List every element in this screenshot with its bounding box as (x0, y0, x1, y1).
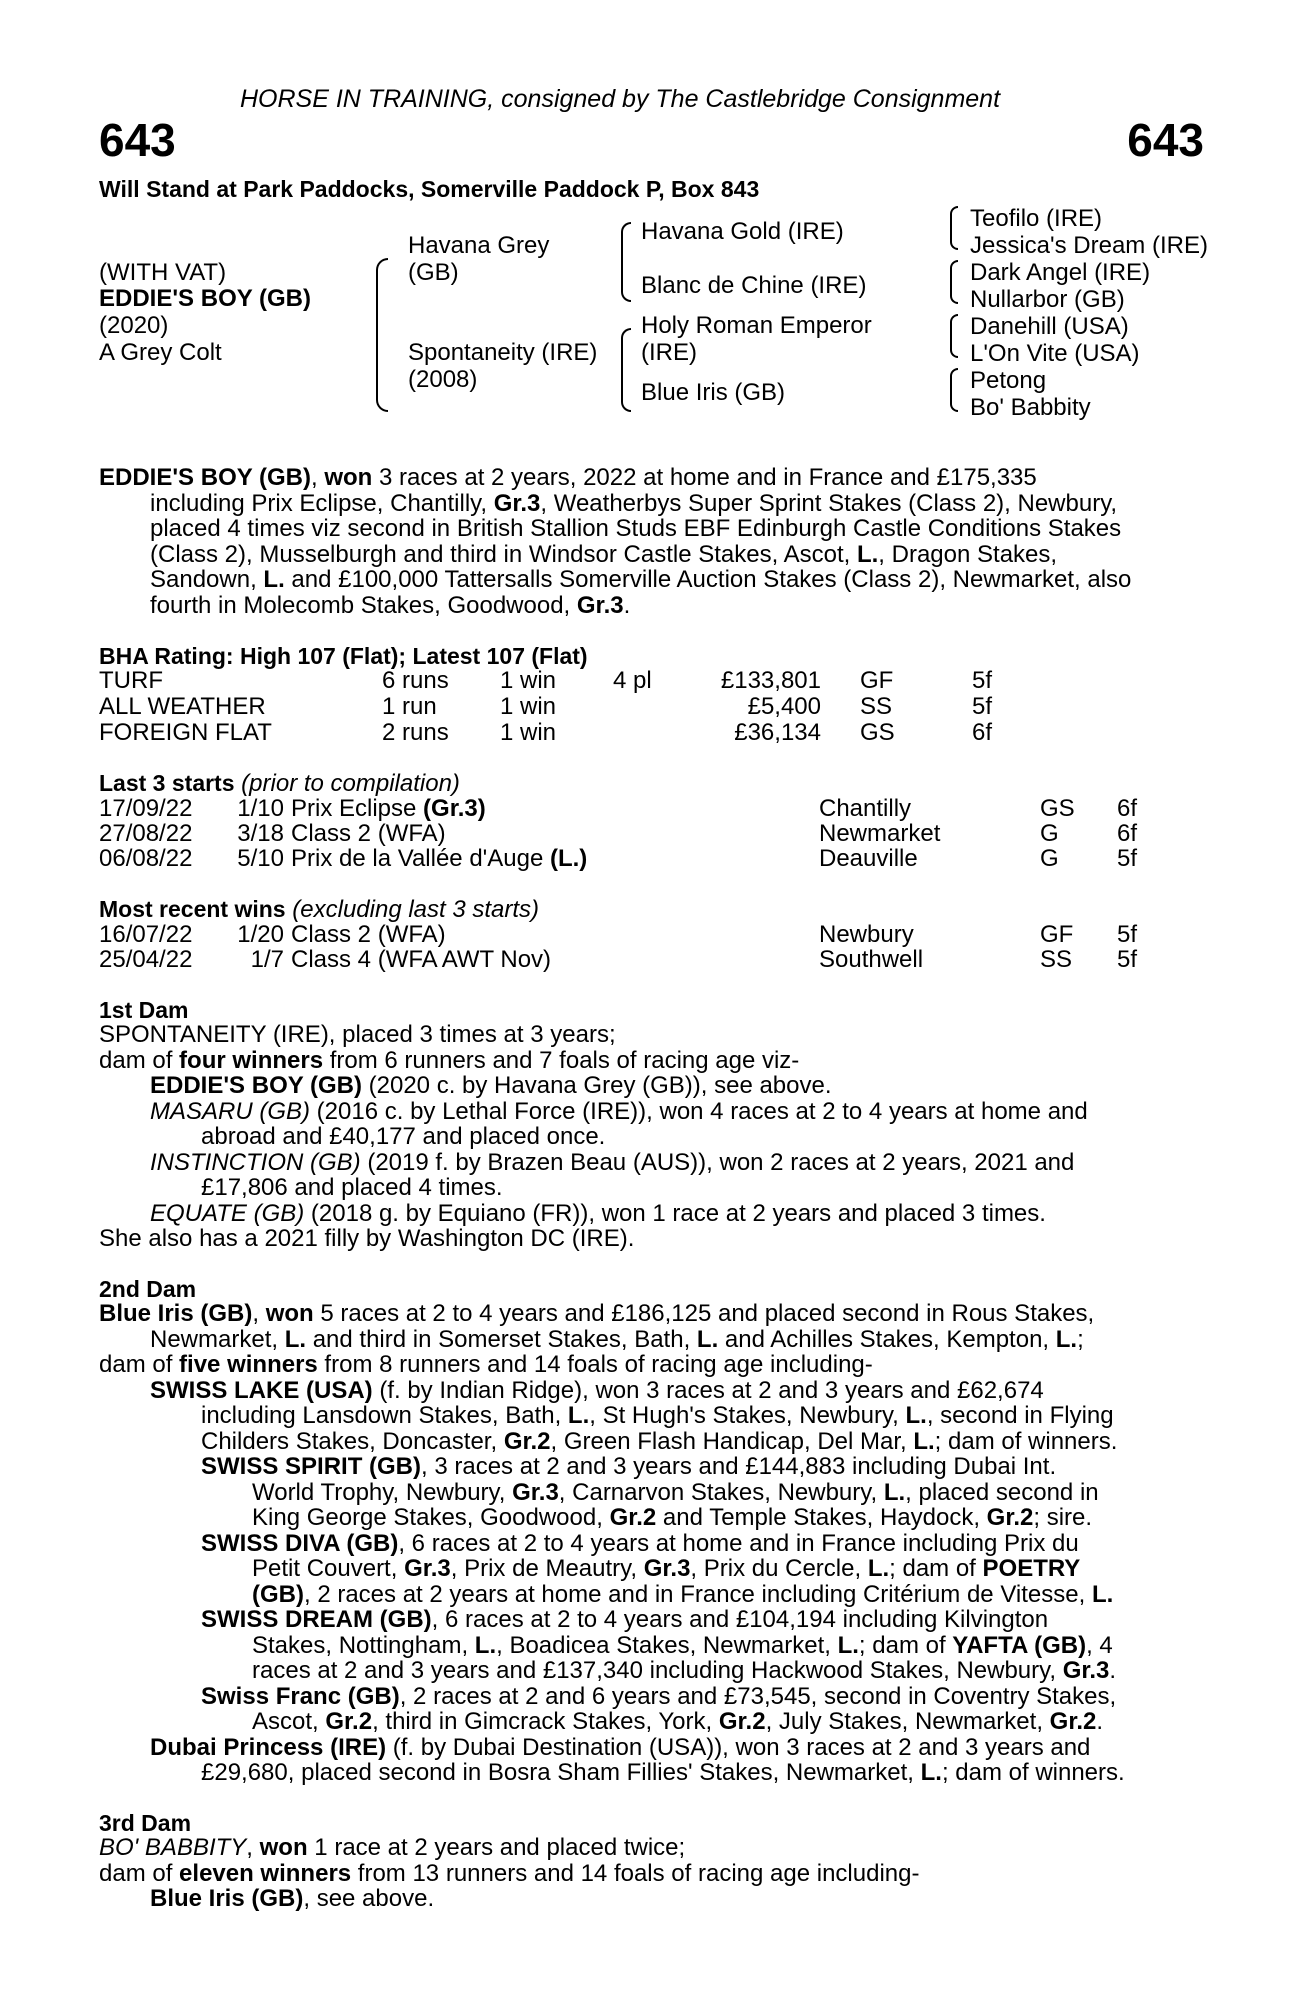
brace-sire (621, 222, 631, 302)
progeny-name: Swiss Franc (GB) (201, 1682, 400, 1710)
dam1-text: from 6 runners and 7 foals of racing age viz- (323, 1046, 800, 1074)
start-grade: (L.) (549, 845, 588, 872)
dam3-won: won (259, 1834, 308, 1861)
progeny-text: (2020 c. by Havana Grey (GB)), see above. (361, 1072, 832, 1099)
brace-main (376, 258, 388, 412)
dam-year: (2008) (408, 366, 478, 393)
grade: Gr.2 (986, 1504, 1034, 1531)
dam1-heading: 1st Dam (99, 997, 189, 1023)
start-going: G (1040, 820, 1059, 847)
progeny-text: £17,806 and placed 4 times. (201, 1174, 503, 1201)
text: 5 races at 2 to 4 years and £186,125 and placed second in Rous Stakes, (313, 1300, 1095, 1327)
grade: Gr.2 (325, 1708, 373, 1735)
row-distance: 5f (972, 693, 993, 720)
dam3-heading: 3rd Dam (99, 1810, 192, 1836)
brace-dam (621, 328, 631, 412)
progeny-name: SWISS LAKE (USA) (150, 1376, 373, 1404)
sire-dam: Blanc de Chine (IRE) (641, 272, 867, 299)
row-going: SS (860, 693, 893, 720)
start-race: Prix de la Vallée d'Auge (291, 845, 550, 872)
text: . (1109, 1657, 1117, 1684)
row-distance: 5f (972, 667, 993, 694)
gg-6: L'On Vite (USA) (970, 340, 1140, 367)
recent-heading (99, 896, 539, 923)
text: (f. by Dubai Destination (USA)), won 3 races at 2 and 3 years and (386, 1733, 1091, 1761)
grade: L. (867, 1555, 890, 1582)
text: Stakes, Nottingham, (252, 1631, 475, 1659)
dam2-winners: five winners (179, 1351, 318, 1378)
text: , see above. (303, 1885, 435, 1912)
text: Childers Stakes, Doncaster, (201, 1427, 504, 1455)
text: . (1096, 1708, 1104, 1735)
text: ; dam of (889, 1555, 983, 1582)
summary-won: won (324, 464, 373, 491)
grade: Gr.3 (576, 591, 624, 619)
progeny-name: Dubai Princess (IRE) (150, 1733, 387, 1761)
text: £29,680, placed second in Bosra Sham Fillies' Stakes, Newmarket, (201, 1759, 921, 1786)
horse-name: EDDIE'S BOY (GB) (99, 285, 311, 312)
row-placed: 4 pl (613, 667, 652, 694)
progeny-name: EDDIE'S BOY (GB) (150, 1072, 362, 1099)
progeny-name: SWISS SPIRIT (GB) (201, 1453, 422, 1480)
grade: L. (1091, 1580, 1114, 1608)
text: ; dam of winners. (941, 1759, 1125, 1786)
text: Newmarket, (150, 1325, 285, 1353)
start-date: 17/09/22 (99, 795, 193, 822)
gg-3: Dark Angel (IRE) (970, 259, 1151, 286)
progeny-name: YAFTA (GB) (952, 1631, 1087, 1659)
text: including Lansdown Stakes, Bath, (201, 1402, 568, 1429)
brace-g2 (950, 260, 958, 304)
start-position: 1/10 (237, 795, 284, 822)
win-date: 16/07/22 (99, 921, 193, 948)
row-prize: £36,134 (734, 719, 821, 746)
text: , Green Flash Handicap, Del Mar, (550, 1427, 914, 1455)
text: and Achilles Stakes, Kempton, (718, 1325, 1056, 1353)
row-type: ALL WEATHER (99, 693, 266, 720)
grade: Gr.2 (503, 1427, 551, 1455)
win-distance: 5f (1117, 946, 1138, 973)
summary-text: and £100,000 Tattersalls Somerville Auction Stakes (Class 2), Newmarket, also (284, 566, 1132, 593)
text: , 4 (1086, 1631, 1113, 1659)
text: , Prix de Meautry, (450, 1555, 644, 1582)
summary-text: including Prix Eclipse, Chantilly, (150, 489, 494, 517)
gg-2: Jessica's Dream (IRE) (970, 232, 1208, 259)
text: Ascot, (252, 1708, 326, 1735)
text: 1 race at 2 years and placed twice; (307, 1834, 686, 1861)
start-course: Deauville (819, 845, 918, 872)
lot-number-left: 643 (99, 114, 176, 166)
grade: Gr.3 (512, 1478, 559, 1506)
start-position: 3/18 (237, 820, 284, 847)
dam2-name: Blue Iris (GB) (99, 1300, 253, 1327)
win-position: 1/7 (250, 946, 284, 973)
start-grade: (Gr.3) (423, 795, 486, 822)
page-title: HORSE IN TRAINING, consigned by The Castlebridge Consignment (240, 85, 1001, 113)
text: Petit Couvert, (252, 1555, 405, 1582)
dam2-section (99, 1301, 1202, 1786)
progeny-name: SWISS DIVA (GB) (201, 1529, 399, 1557)
gg-4: Nullarbor (GB) (970, 286, 1125, 313)
grade: L. (567, 1402, 590, 1429)
grade: Gr.2 (718, 1708, 766, 1735)
brace-g1 (950, 206, 958, 250)
win-going: SS (1040, 946, 1073, 973)
progeny-name: MASARU (GB) (150, 1097, 311, 1125)
summary-text: . (623, 591, 631, 619)
grade: Gr.3 (1062, 1657, 1110, 1684)
last3-heading (99, 770, 460, 797)
last3-note: (prior to compilation) (234, 770, 460, 797)
summary-text: , Weatherbys Super Sprint Stakes (Class 2), Newbury, (540, 489, 1118, 517)
text: , 2 races at 2 years at home and in France including Critérium de Vitesse, (303, 1580, 1092, 1608)
start-position: 5/10 (237, 845, 284, 872)
row-runs: 6 runs (382, 667, 449, 694)
gg-7: Petong (970, 367, 1047, 394)
horse-year: (2020) (99, 312, 169, 339)
start-distance: 5f (1117, 845, 1138, 872)
start-distance: 6f (1117, 795, 1138, 822)
recent-title: Most recent wins (99, 896, 286, 922)
text: from 13 runners and 14 foals of racing age including- (351, 1859, 920, 1887)
text: ; dam of (858, 1631, 953, 1659)
progeny-text: abroad and £40,177 and placed once. (201, 1123, 606, 1150)
row-prize: £5,400 (747, 693, 821, 720)
dam-dam: Blue Iris (GB) (641, 379, 786, 406)
text: , 2 races at 2 and 6 years and £73,545, second in Coventry Stakes, (399, 1682, 1117, 1710)
progeny-text: (2019 f. by Brazen Beau (AUS)), won 2 races at 2 years, 2021 and (360, 1148, 1075, 1176)
dam2-heading: 2nd Dam (99, 1276, 197, 1302)
row-going: GS (860, 719, 895, 746)
text: from 8 runners and 14 foals of racing age including- (317, 1351, 873, 1378)
summary-text: , (310, 464, 325, 491)
progeny-name: SWISS DREAM (GB) (201, 1606, 432, 1633)
grade: Gr.2 (1049, 1708, 1097, 1735)
text: , 3 races at 2 and 3 years and £144,883 including Dubai Int. (421, 1453, 1057, 1480)
win-race: Class 4 (WFA AWT Nov) (291, 946, 552, 973)
row-runs: 2 runs (382, 719, 449, 746)
text: , 6 races at 2 to 4 years and £104,194 including Kilvington (431, 1606, 1049, 1633)
progeny-text: (2016 c. by Lethal Force (IRE)), won 4 races at 2 to 4 years at home and (310, 1097, 1088, 1125)
text: World Trophy, Newbury, (252, 1478, 513, 1506)
text: races at 2 and 3 years and £137,340 including Hackwood Stakes, Newbury, (252, 1657, 1063, 1684)
text: , St Hugh's Stakes, Newbury, (589, 1402, 906, 1429)
win-course: Southwell (819, 946, 924, 973)
win-position: 1/20 (237, 921, 284, 948)
row-type: FOREIGN FLAT (99, 719, 272, 746)
grade: L. (883, 1478, 906, 1506)
race-summary (99, 465, 1202, 618)
rating-heading: BHA Rating: High 107 (Flat); Latest 107 (Flat) (99, 643, 588, 669)
text: , Boadicea Stakes, Newmarket, (496, 1631, 838, 1659)
dam1-winners: four winners (179, 1046, 324, 1074)
dam1-section (99, 1022, 1202, 1252)
start-going: GS (1040, 795, 1075, 822)
row-going: GF (860, 667, 894, 694)
progeny-name: POETRY (982, 1555, 1081, 1582)
row-wins: 1 win (500, 719, 557, 746)
text: , Carnarvon Stakes, Newbury, (558, 1478, 884, 1506)
progeny-name: EQUATE (GB) (150, 1199, 305, 1227)
stand-location: Will Stand at Park Paddocks, Somerville Paddock P, Box 843 (99, 176, 760, 202)
grade: L. (1055, 1325, 1078, 1353)
text: , (246, 1834, 260, 1861)
grade: L. (696, 1325, 719, 1353)
text: and Temple Stakes, Haydock, (656, 1504, 987, 1531)
row-runs: 1 run (382, 693, 437, 720)
text: , second in Flying (926, 1402, 1114, 1429)
sire-sire: Havana Gold (IRE) (641, 218, 844, 245)
dam1-footnote: She also has a 2021 filly by Washington DC (IRE). (99, 1225, 635, 1252)
text: , placed second in (905, 1478, 1099, 1506)
brace-g4 (950, 368, 958, 412)
progeny-name: Blue Iris (GB) (150, 1885, 304, 1912)
dam1-summary: SPONTANEITY (IRE), placed 3 times at 3 years; (99, 1021, 616, 1048)
dam1-text: dam of (99, 1046, 180, 1074)
progeny-text: (2018 g. by Equiano (FR)), won 1 race at 2 years and placed 3 times. (304, 1199, 1046, 1227)
grade: L. (856, 540, 879, 568)
grade: L. (263, 566, 285, 593)
text: ; (1077, 1325, 1084, 1353)
start-race: Prix Eclipse (291, 795, 424, 822)
dam3-section (99, 1835, 1202, 1912)
start-going: G (1040, 845, 1059, 872)
progeny-name: INSTINCTION (GB) (150, 1148, 361, 1176)
start-date: 27/08/22 (99, 820, 193, 847)
grade: L. (913, 1427, 935, 1455)
text: ; sire. (1033, 1504, 1093, 1531)
grade: L. (905, 1402, 927, 1429)
grade: Gr.3 (643, 1555, 691, 1582)
dam3-winners: eleven winners (179, 1859, 352, 1887)
win-date: 25/04/22 (99, 946, 193, 973)
grade: Gr.3 (493, 489, 541, 517)
grade: L. (474, 1631, 497, 1659)
win-distance: 5f (1117, 921, 1138, 948)
dam2-won: won (265, 1300, 314, 1327)
start-date: 06/08/22 (99, 845, 193, 872)
win-race: Class 2 (WFA) (291, 921, 446, 948)
text: , July Stakes, Newmarket, (765, 1708, 1050, 1735)
sire-origin: (GB) (408, 259, 459, 286)
summary-text: 3 races at 2 years, 2022 at home and in France and £175,335 (372, 464, 1037, 491)
dam-sire: Holy Roman Emperor (641, 312, 872, 339)
summary-text: Sandown, (150, 566, 264, 593)
grade: Gr.3 (404, 1555, 451, 1582)
text: , third in Gimcrack Stakes, York, (372, 1708, 719, 1735)
start-course: Newmarket (819, 820, 941, 847)
dam-sire-origin: (IRE) (641, 339, 697, 366)
row-prize: £133,801 (720, 667, 821, 694)
summary-horse-name: EDDIE'S BOY (GB) (99, 464, 311, 491)
text: , 6 races at 2 to 4 years at home and in France including Prix du (398, 1529, 1079, 1557)
grade: L. (920, 1759, 942, 1786)
row-wins: 1 win (500, 693, 557, 720)
gg-5: Danehill (USA) (970, 313, 1129, 340)
win-course: Newbury (819, 921, 914, 948)
lot-number-right: 643 (1127, 114, 1204, 166)
sire: Havana Grey (408, 232, 550, 259)
brace-g3 (950, 314, 958, 358)
start-race: Class 2 (WFA) (291, 820, 446, 847)
gg-1: Teofilo (IRE) (970, 205, 1103, 232)
recent-note: (excluding last 3 starts) (285, 896, 540, 923)
row-type: TURF (99, 667, 163, 694)
row-distance: 6f (972, 719, 993, 746)
start-course: Chantilly (819, 795, 912, 822)
grade: L. (837, 1631, 859, 1659)
text: , (252, 1300, 266, 1327)
text: King George Stakes, Goodwood, (252, 1504, 610, 1531)
text: ; dam of winners. (934, 1427, 1118, 1455)
summary-text: , Dragon Stakes, (878, 540, 1058, 568)
grade: L. (284, 1325, 307, 1353)
dam3-name: BO' BABBITY (99, 1834, 247, 1861)
vat-note: (WITH VAT) (99, 259, 227, 286)
text: , Prix du Cercle, (690, 1555, 868, 1582)
win-going: GF (1040, 921, 1074, 948)
summary-text: (Class 2), Musselburgh and third in Windsor Castle Stakes, Ascot, (150, 540, 857, 568)
text: (f. by Indian Ridge), won 3 races at 2 and 3 years and £62,674 (372, 1376, 1044, 1404)
dam: Spontaneity (IRE) (408, 339, 598, 366)
text: and third in Somerset Stakes, Bath, (306, 1325, 697, 1353)
horse-description: A Grey Colt (99, 339, 222, 366)
gg-8: Bo' Babbity (970, 394, 1091, 421)
text: dam of (99, 1859, 180, 1887)
start-distance: 6f (1117, 820, 1138, 847)
row-wins: 1 win (500, 667, 557, 694)
text: dam of (99, 1351, 180, 1378)
last3-title: Last 3 starts (99, 770, 235, 796)
summary-text: fourth in Molecomb Stakes, Goodwood, (150, 591, 577, 619)
summary-text: placed 4 times viz second in British Stallion Studs EBF Edinburgh Castle Conditions Stakes (150, 515, 1122, 542)
progeny-name: (GB) (252, 1580, 304, 1608)
grade: Gr.2 (609, 1504, 657, 1531)
